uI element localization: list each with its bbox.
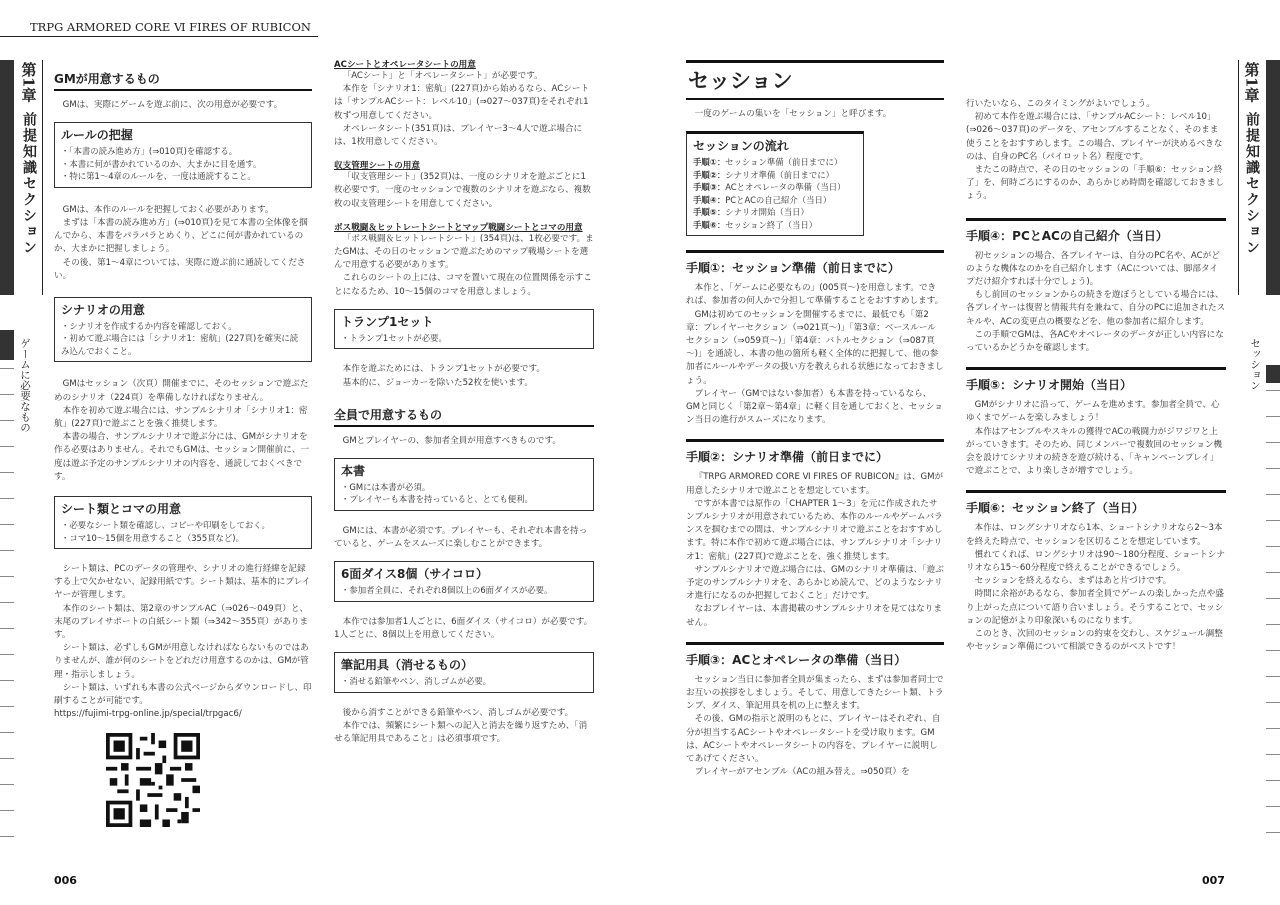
pen-para: 後から消すことができる鉛筆やペン、消しゴムが必要です。	[342, 707, 574, 718]
book-title: TRPG ARMORED CORE Ⅵ FIRES OF RUBICON	[30, 20, 311, 34]
header-rule	[0, 36, 318, 37]
index-stripe	[0, 524, 14, 525]
scenario-box-title: シナリオの用意	[61, 302, 145, 317]
sheets-box	[54, 496, 312, 549]
sheets-para: シート類は、PCのデータの管理や、シナリオの進行経緯を記録する上で欠かせない、記録用紙です。シート類は、基本的にプレイヤーが管理します。	[54, 564, 311, 601]
index-stripe	[1266, 806, 1280, 807]
index-stripe	[0, 472, 14, 473]
index-stripe	[0, 810, 14, 811]
session-flow-title: セッションの流れ	[693, 139, 789, 154]
step3-para: プレイヤーがアセンブル（ACの組み替え。⇒050頁）を	[694, 767, 910, 778]
step1-para: GMは初めてのセッションを開催するまでに、最低でも「第2章：プレイヤーセクション（⇒021頁～)」「第3章：ベースルールセクション（⇒059頁～)」「第4章：バトルセクション（⇒087頁～)」を通読し、本書の他の箇所も軽く全体的に把握して、他の参加者にルールやデータの扱い方を教えられる状態になっておきましょう。	[686, 309, 944, 386]
dice-para: 本作では参加者1人ごとに、6面ダイス（サイコロ）が必要です。1人ごとに、8個以上を用意してください。	[334, 616, 593, 641]
sheets-box-item: ・必要なシート類を確認し、コピーや印刷をしておく。	[61, 520, 270, 531]
index-stripe	[0, 576, 14, 577]
book-para: GMには、本書が必須です。プレイヤーも、それぞれ本書を持っていると、ゲームをスムーズに楽しむことができます。	[334, 525, 588, 550]
index-stripe	[1266, 572, 1280, 573]
trump-para: 基本的に、ジョーカーを除いた52枚を使います。	[342, 377, 533, 388]
revenue-heading: 収支管理シートの用意	[334, 161, 420, 172]
page-number-right: 007	[1202, 874, 1225, 887]
index-stripe	[0, 446, 14, 447]
qr-code-icon[interactable]	[106, 733, 200, 827]
left-section-label: 前提知識セクション	[21, 112, 37, 257]
step2-para: サンプルシナリオで遊ぶ場合には、GMのシナリオ準備は、「遊ぶ予定のサンプルシナリオを、あらかじめ読んで、どのようなシナリオ進行になるのか把握しておくこと」だけです。	[686, 564, 944, 602]
pen-box-title: 筆記用具（消せるもの）	[341, 658, 474, 673]
index-stripe	[1266, 442, 1280, 443]
trump-box-title: トランプ1セット	[341, 314, 434, 329]
scenario-box-item: ・初めて遊ぶ場合には「シナリオ1：密航」(227頁)を確実に読み込んでおくこと。	[61, 333, 299, 356]
index-stripe	[0, 680, 14, 681]
boss-sheet-para: 「ボス戦闘＆ヒットレートシート」(354頁)は、1枚必要です。またGMは、その日のセッションで遊ぶためのマップ戦場シートを選んで用意する必要があります。	[334, 233, 594, 271]
step3-cont-para: 行いたいなら、このタイミングがよいでしょう。	[966, 99, 1155, 109]
trump-box-item: ・トランプ1セットが必要。	[341, 332, 447, 343]
index-stripe	[1266, 546, 1280, 547]
acsheet-para: 本作を「シナリオ1：密航」(227頁)から始めるなら、ACシートは「サンプルACシート：レベル10」(⇒027～037頁)をそれぞれ1枚ずつ用意してください。	[334, 84, 590, 121]
left-sub-label: ゲームに必要なもの	[19, 338, 31, 433]
index-stripe	[1266, 754, 1280, 755]
left-sub-marker	[0, 330, 14, 360]
right-section-label: 前提知識セクション	[1244, 112, 1260, 257]
index-stripe	[0, 732, 14, 733]
step1-para: プレイヤー（GMではない参加者）も本書を持っているなら、GMと同じく「第2章～第4章」に軽く目を通しておくと、セッション当日の進行がスムーズになります。	[686, 388, 943, 426]
step2-para: ですが本書では原作の「CHAPTER 1～3」を元に作成されたサンプルシナリオが用意されているため、本作のルールやゲームバランスを掴むまでの間は、サンプルシナリオで遊ぶことをおすすめします。特に本作で初めて遊ぶ場合には、サンプルシナリオ「シナリオ1：密航」(227頁)で遊ぶことを、強く推奨します。	[686, 498, 943, 562]
book-box-item: ・GMには本書が必須。	[341, 481, 431, 492]
all-prep-heading: 全員で用意するもの	[334, 406, 594, 427]
column-2	[334, 58, 594, 746]
session-heading: セッション	[686, 60, 944, 100]
right-chapter-tab	[1238, 60, 1265, 295]
column-1	[54, 70, 312, 827]
dice-box	[334, 561, 594, 602]
dice-box-item: ・参加者全員に、それぞれ8個以上の6面ダイスが必要。	[341, 585, 553, 596]
column-3	[686, 60, 944, 780]
session-flow-item: 手順④：PCとACの自己紹介（当日）	[693, 194, 832, 205]
index-stripe	[1266, 676, 1280, 677]
scenario-para: GMはセッション（次頁）開催までに、そのセッションで遊ぶためのシナリオ（224頁）を準備しなければなりません。	[54, 379, 309, 403]
index-stripe	[1266, 598, 1280, 599]
index-stripe	[1266, 520, 1280, 521]
step5-heading: 手順⑤：シナリオ開始（当日）	[966, 367, 1226, 393]
step4-heading: 手順④：PCとACの自己紹介（当日）	[966, 218, 1226, 244]
step6-para: セッションを終えるなら、まずはあと片づけです。	[974, 576, 1172, 587]
index-stripe	[1266, 728, 1280, 729]
left-chapter-tab	[16, 60, 43, 295]
scenario-para: 本作を初めて遊ぶ場合には、サンプルシナリオ「シナリオ1：密航」(227頁)で遊ぶことを強く推奨します。	[54, 405, 308, 430]
index-stripe	[0, 394, 14, 395]
rules-para: その後、第1～4章については、実際に遊ぶ前に通読してください。	[54, 257, 306, 281]
index-stripe	[1266, 624, 1280, 625]
rules-box-item: ・特に第1～4章のルールを、一度は通読すること。	[61, 171, 256, 182]
step3-cont-para: またこの時点で、その日のセッションの「手順⑥：セッション終了」を、何時ごろにするのか、あらかじめ時間を確認しておきましょう。	[966, 165, 1224, 202]
step4-para: もし前回のセッションからの続きを遊ぼうとしている場合には、各プレイヤーは復習と情報共有を兼ねて、自分のPCに追加されたスキルや、ACの変更点の概要などを、他の参加者に紹介します。	[966, 290, 1226, 327]
gm-prep-intro: GMは、実際にゲームを遊ぶ前に、次の用意が必要です。	[62, 100, 283, 110]
acsheet-para: オペレータシート(351頁)は、プレイヤー3～4人で遊ぶ場合には、1枚用意してください。	[334, 123, 583, 148]
sheets-box-title: シート類とコマの用意	[61, 502, 182, 517]
scenario-box-item: ・シナリオを作成するか内容を確認しておく。	[61, 320, 237, 331]
rules-box	[54, 122, 312, 188]
left-chapter-label: 第1章	[19, 62, 38, 103]
step4-para: この手順でGMは、各ACやオペレータのデータが正しい内容になっているかどうかを確認します。	[966, 329, 1224, 354]
pen-box-item: ・消せる鉛筆やペン、消しゴムが必要。	[341, 676, 492, 687]
rules-box-title: ルールの把握	[61, 128, 133, 143]
index-stripe	[0, 654, 14, 655]
index-stripe	[1266, 468, 1280, 469]
rules-para: まずは「本書の読み進め方」(⇒010頁)を見て本書の全体像を掴んでから、本書をパラパラとめくり、どこに何が書かれているのか、大まかに把握しましょう。	[54, 217, 308, 255]
rules-para: GMは、本作のルールを把握しておく必要があります。	[62, 204, 274, 215]
rules-box-item: ・本書に何が書かれているのか、大まかに目を通す。	[61, 158, 262, 169]
right-edge-bar	[1266, 60, 1280, 295]
sheets-para: シート類は、いずれも本書の公式ページからダウンロードし、印刷することが可能です。	[54, 682, 312, 707]
book-box	[334, 458, 594, 511]
session-flow-item: 手順⑥：セッション終了（当日）	[693, 219, 818, 230]
session-flow-item: 手順③：ACとオペレータの準備（当日）	[693, 182, 846, 193]
sheets-para: シート類は、必ずしもGMが用意しなければならないものではありませんが、誰が何のシートをどれだけ用意するのかは、GMが管理・指示しましょう。	[54, 643, 309, 680]
pen-box	[334, 652, 594, 693]
session-intro: 一度のゲームの集いを「セッション」と呼びます。	[694, 109, 892, 119]
index-stripe	[1266, 494, 1280, 495]
step6-para: 時間に余裕があるなら、参加者全員でゲームの楽しかった点や盛り上がった点について語り合いましょう。そうすることで、セッションの記憶がより印象深いものになります。	[966, 589, 1224, 626]
step5-para: GMがシナリオに沿って、ゲームを進めます。参加者全員で、心ゆくまでゲームを楽しみましょう！	[966, 400, 1220, 424]
step1-para: 本作と、「ゲームに必要なもの」(005頁～)を用意します。できれば、参加者の何人かで分担して準備することをおすすめします。	[686, 283, 944, 307]
index-stripe	[1266, 650, 1280, 651]
all-prep-intro: GMとプレイヤーの、参加者全員が用意すべきものです。	[342, 435, 561, 446]
trump-para: 本作を遊ぶためには、トランプ1セットが必要です。	[342, 364, 546, 375]
step5-para: 本作はアセンブルやスキルの獲得でACの戦闘力がジワジワと上がっていきます。そのため、同じメンバーで複数回のセッション機会を設けてシナリオの続きを遊び続ける、「キャンペーンプレイ」で遊ぶことで、より楽しさが増すでしょう。	[966, 426, 1223, 477]
step6-para: 慣れてくれば、ロングシナリオは90～180分程度、ショートシナリオなら15～60分程度で終えることができるでしょう。	[966, 549, 1225, 574]
acsheet-heading: ACシートとオペレータシートの用意	[334, 60, 476, 70]
download-url-link[interactable]: https://fujimi-trpg-online.jp/special/trpgac6/	[54, 709, 242, 720]
index-stripe	[0, 602, 14, 603]
index-stripe	[0, 498, 14, 499]
index-stripe	[0, 550, 14, 551]
session-flow-box	[686, 131, 864, 236]
index-stripe	[0, 758, 14, 759]
left-edge-bar	[0, 60, 14, 295]
session-flow-item: 手順⑤：シナリオ開始（当日）	[693, 207, 809, 218]
column-4	[966, 98, 1226, 655]
gm-prep-heading: GMが用意するもの	[54, 70, 312, 91]
index-stripe	[0, 420, 14, 421]
step1-heading: 手順①：セッション準備（前日までに）	[686, 250, 944, 276]
index-stripe	[0, 368, 14, 369]
right-sub-label: セッション	[1249, 338, 1261, 391]
boss-sheet-heading: ボス戦闘＆ヒットレートシートとマップ戦闘シートとコマの用意	[334, 222, 583, 233]
pen-para: 本作では、頻繁にシート類への記入と消去を繰り返すため、「消せる筆記用具であること」は必須事項です。	[334, 720, 588, 745]
sheets-para: 本作のシート類は、第2章のサンプルAC（⇒026～049頁）と、末尾のプレイサポートの白紙シート類（⇒342～355頁）があります。	[54, 603, 309, 641]
session-flow-item: 手順②：シナリオ準備（前日までに）	[693, 169, 835, 180]
step3-para: その後、GMの指示と説明のもとに、プレイヤーはそれぞれ、自分が担当するACシートやオペレータシートを受け取ります。GMは、ACシートやオペレータシートの内容を、プレイヤーに説明してあげてください。	[686, 714, 941, 765]
right-sub-marker	[1266, 365, 1280, 383]
step3-heading: 手順③：ACとオペレータの準備（当日）	[686, 642, 944, 668]
scenario-para: 本書の場合、サンプルシナリオで遊ぶ分には、GMがシナリオを作る必要はありません。それでもGMは、セッション開催前に、一度は遊ぶ予定のサンプルシナリオの内容を、通読しておくべきです。	[54, 432, 310, 482]
step6-para: このとき、次回のセッションの約束を交わし、スケジュール調整やセッション準備について相談できるのがベストです！	[966, 629, 1223, 653]
session-flow-item: 手順①：セッション準備（前日までに）	[693, 157, 843, 168]
boss-sheet-para: これらのシートの上には、コマを置いて現在の位置関係を示すことになるため、10～15個のコマを用意しましょう。	[334, 273, 592, 297]
book-box-title: 本書	[341, 463, 366, 478]
index-stripe	[1266, 702, 1280, 703]
step2-heading: 手順②：シナリオ準備（前日までに）	[686, 439, 944, 465]
step2-para: なおプレイヤーは、本書掲載のサンプルシナリオを見てはなりません。	[686, 604, 942, 628]
step3-cont-para: 初めて本作を遊ぶ場合には、「サンプルACシート：レベル10」(⇒026～037頁)のデータを、アセンブルすることなく、そのまま使うことをおすすめします。この場合、プレイヤーが決めるべきなのは、自身のPC名（パイロット名）程度です。	[966, 112, 1223, 162]
step6-heading: 手順⑥：セッション終了（当日）	[966, 490, 1226, 516]
index-stripe	[0, 836, 14, 837]
index-stripe	[1266, 390, 1280, 391]
index-stripe	[0, 628, 14, 629]
scenario-box	[54, 297, 312, 363]
index-stripe	[0, 706, 14, 707]
trump-box	[334, 309, 594, 350]
page-number-left: 006	[54, 874, 77, 887]
acsheet-para: 「ACシート」と「オペレータシート」が必要です。	[342, 71, 543, 81]
step2-para: 『TRPG ARMORED CORE Ⅵ FIRES OF RUBICON』は、GMが用意したシナリオで遊ぶことを想定しています。	[686, 472, 944, 496]
right-chapter-label: 第1章	[1242, 62, 1261, 103]
index-stripe	[1266, 416, 1280, 417]
index-stripe	[0, 784, 14, 785]
revenue-para: 「収支管理シート」(352頁)は、一度のシナリオを遊ぶごとに1枚必要です。一度のセッションで複数のシナリオを遊ぶなら、複数枚の収支管理シートを用意してください。	[334, 172, 591, 209]
step4-para: 初セッションの場合、各プレイヤーは、自分のPC名や、ACがどのような機体なのかを自己紹介します（ACについては、脚部タイプだけ紹介すれば十分でしょう)。	[966, 250, 1220, 288]
index-stripe	[1266, 832, 1280, 833]
dice-box-title: 6面ダイス8個（サイコロ）	[341, 567, 489, 582]
step6-para: 本作は、ロングシナリオなら1本、ショートシナリオなら2～3本を終えた時点で、セッションを区切ることを想定しています。	[966, 523, 1223, 547]
step3-para: セッション当日に参加者全員が集まったら、まずは参加者同士でお互いの挨拶をしましょう。そして、用意してきたシート類、トランプ、ダイス、筆記用具を机の上に整えます。	[686, 674, 944, 712]
sheets-box-item: ・コマ10～15個を用意すること（355頁など)。	[61, 532, 244, 543]
index-stripe	[1266, 780, 1280, 781]
book-box-item: ・プレイヤーも本書を持っていると、とても便利。	[341, 494, 533, 505]
rules-box-item: ・「本書の読み進め方」(⇒010頁)を確認する。	[61, 146, 238, 157]
